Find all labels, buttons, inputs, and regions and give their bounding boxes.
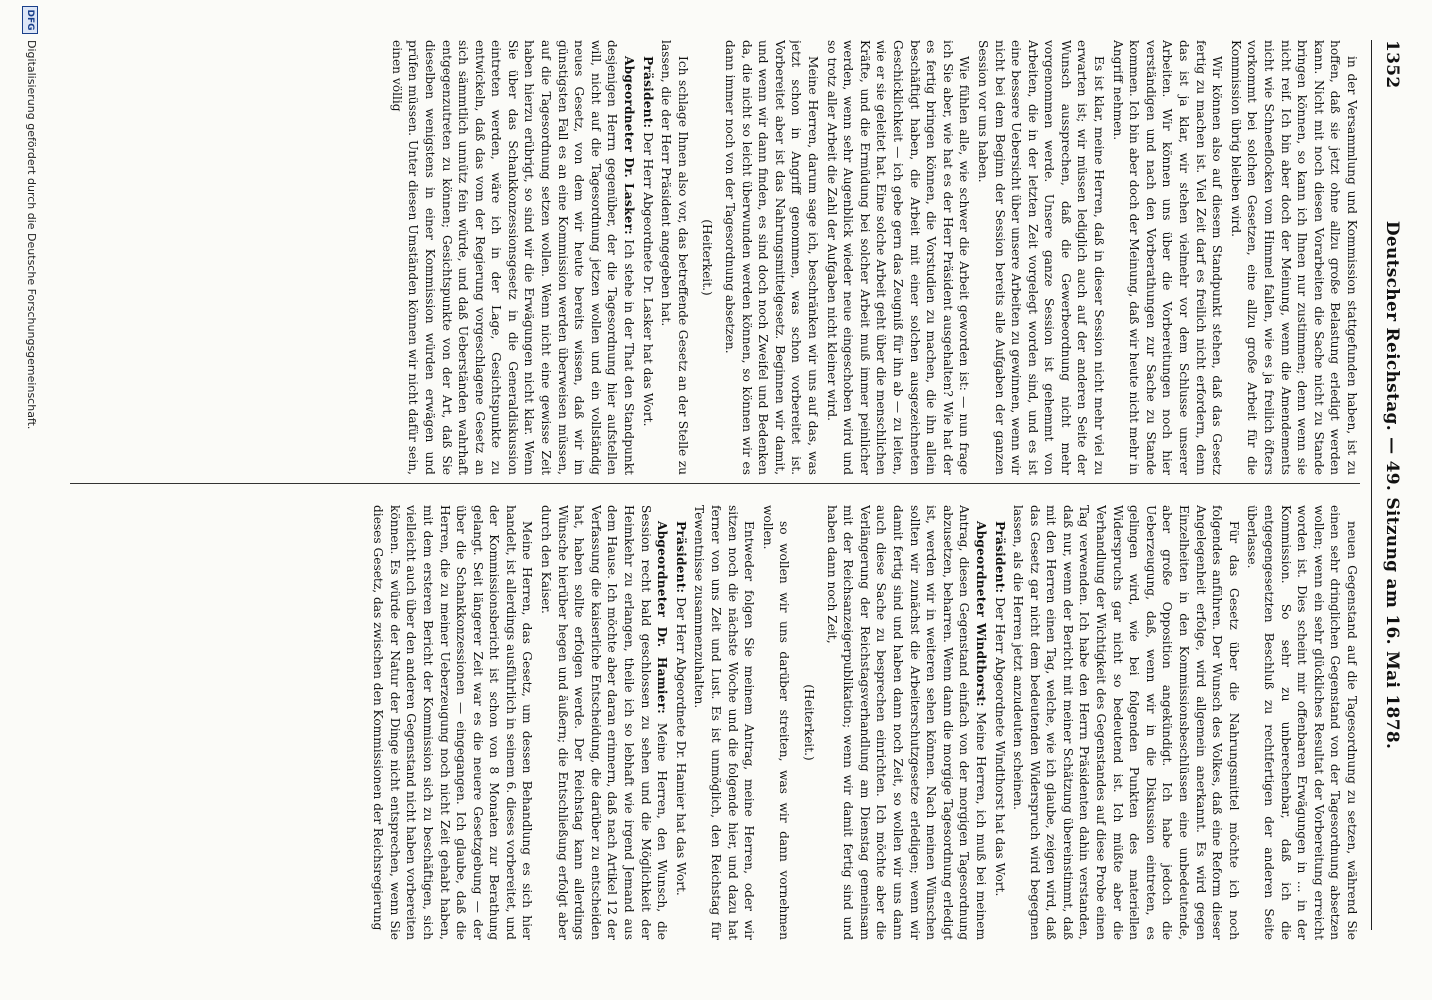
paragraph (639, 40, 656, 475)
paragraph (538, 505, 671, 940)
digitization-credit: Digitalisierung gefördert durch die Deutsche Forschungsgemeinschaft. (25, 40, 38, 430)
paragraph-text: Meine Herren, das Gesetz, um dessen Behandlung es sich hier handelt, ist allerdings ausführlich in seinem 6. dieses vorbereitet, und der Kommissionsbericht ist schon von 8 Monaten zur Berathung gelangt. Seit längerer Zeit war es die neuere Gesetzgebung — der über die Schankkonzessionen — eingegangen. Ich glaube, daß die Herren, die zu meiner Ueberzeugung noch nicht Zeit gehabt haben, mit dem ersteren Bericht der Kommission sich zu beschäftigen, sich vielleicht auch über den anderen Gegenstand nicht haben vorbereiten können. Es würde der Natur der Dinge nicht entsprechen, wenn Sie dieses Gesetz, das zwischen den Kommissionen der Reichsregierung (371, 505, 535, 940)
dfg-logo: DFG (22, 6, 38, 34)
paragraph (1227, 40, 1360, 475)
paragraph-text: Es ist klar, meine Herren, daß in dieser Session nicht mehr viel zu erwarten ist; wir müssen lediglich auch auf der anderen Seite der Wunsch aussprechen, daß die Gewerbeordnung nicht mehr vorgenommen werde. Unsere ganze Session ist gehemmt von Arbeiten, die in der letzten Zeit vorgelegt worden sind, und es ist eine bessere Uebersicht über unsere Arbeiten zu gewinnen, wenn wir nicht bei dem Beginn der Session bereits alle Aufgaben der ganzen Session vor uns haben. (975, 40, 1107, 475)
speaker-name: Präsident: (640, 56, 655, 129)
speaker-name: Präsident: (992, 521, 1007, 594)
paragraph (691, 505, 757, 940)
paragraph-text: Wie fühlen alle, wie schwer die Arbeit geworden ist: — nun frage ich Sie aber, wie hat es der Herr Präsident ausgehalten? Wie hat der es fertig bringen können, die Vorstudien zu machen, die ihn allein beschäftigt haben, die Arbeit mit einer solchen ausgezeichneten Geschicklichkeit — ich gebe gern das Zeugniß für ihn ab — zu leiten, wie er sie geleitet hat. Eine solche Arbeit geht über die menschlichen Kräfte, und die Ermüdung bei solcher Arbeit muß immer peinlicher werden, wenn sehr Augenblick wieder neue eingeschoben wird und so trotz aller Arbeit die Zahl der Aufgaben nicht kleiner wird. (824, 40, 972, 475)
paragraph-text: Der Herr Abgeordnete Dr. Lasker hat das Wort. (640, 132, 655, 427)
speaker-name: Präsident: (673, 521, 688, 594)
paragraph-text: neuen Gegenstand auf die Tagesordnung zu setzen, während Sie einen sehr dringlichen Gegenstand von der Tagesordnung absetzen wollen; wenn ein sehr glückliches Resultat der Vorbereitung erreicht worden ist. Dies scheint mir offenbaren Erwägungen in ... in der Kommission. So sehr zu unberechenbar, daß ich die entgegengesetzten Beschluß zu rechtfertigen der anderen Seite überlasse. (1245, 505, 1359, 940)
paragraph (658, 40, 691, 475)
paragraph (1109, 40, 1225, 475)
paragraph (759, 505, 792, 940)
page-number: 1352 (1382, 40, 1402, 89)
stage-direction (699, 40, 716, 475)
paragraph-text: Wir können also auf diesem Standpunkt stehen, daß das Gesetz fertig zu machen ist. Viel Zeit darf es freilich nicht erfordern, denn das ist ja klar, wir stehen vielmehr vor dem Schlusse unserer Arbeiten. Wir können uns über die Vorbereitungen noch hier verständigen und nach den Vorberathungen zur Sache zu Stande kommen. Ich bin aber doch der Meinung, daß wir heute nicht mehr in Angriff nehmen. (1110, 40, 1225, 475)
speaker-name: Abgeordneter Dr. Hamier: (655, 521, 670, 714)
column-divider (70, 483, 1360, 484)
right-column (70, 505, 1360, 940)
stage-direction (800, 505, 817, 940)
paragraph-text: Für das Gesetz über die Nahrungsmittel möchte ich noch folgendes anführen. Der Wunsch des Volkes, daß eine Reform dieser Angelegenheit erfolge, wird allgemein anerkannt. Es wird gegen Einzelheiten in den Kommissionsbeschlüssen eine unbedeutende, aber große Opposition angekündigt. Ich habe jedoch die Ueberzeugung, daß, wenn wir in die Diskussion eintreten, es gelingen wird, wie bei folgenden Punkten des materiellen Widerspruchs gar nicht so bedeutend ist. Ich müßte aber die Verhandlung der Wichtigkeit des Gegenstandes auf diese Probe einen Tag verwenden. Ich habe den Herrn Präsidenten dahin verstanden, daß nur, wenn der Bericht mit meiner Schätzung übereinstimmt, daß mit den Herren einen Tag, welche, wie ich glaube, zeigen wird, daß das Gesetz gar nicht dem bedeutenden Widerspruch wird begegnen lassen, als die Herren jetzt anzudeuten scheinen. (1011, 505, 1241, 940)
paragraph (1244, 505, 1360, 940)
paragraph-text: Ich stehe in der That den Standpunkt desjenigen Herrn gegenüber, der die Tagesordnung hier aufstellen will, nicht auf die Tagesordnung jetzen wollen und ein vollständig neues Gesetz, von dem wir heute bereits wissen, daß wir im günstigsten Fall es an eine Kommission werden überweisen müssen, auf die Tagesordnung setzen wollen. Wenn nicht eine gewisse Zeit haben hierzu erübrigt, so sind wir die Erwägungen nicht klar. Wenn Sie über das Schankkonzessionsgesetz in die Generaldiskussion eintreten werden, wäre ich in der Lage, Gesichtspunkte zu entwickeln, daß das vom der Regierung vorgeschlagene Gesetz an sich sämmtlich unnütz fein würde, und daß Ueberständen wahrhaft entgegenzutreten zu können; Gesichtspunkte von der Art, daß Sie dieselben wenigstens in einer Kommission würden erwägen und prüfen müssen. Unter diesen Umständen können wir nicht dafür sein, einen völlig (389, 40, 637, 475)
paragraph-text: Meine Herren, den Wunsch, die Session recht bald geschlossen zu sehen und die Möglichkeit der Heimkehr zu erlangen, theile ich so lebhaft wie irgend Jemand aus dem Hause. Ich möchte aber daran erinnern, daß nach Artikel 12 der Verfassung die kaiserliche Entscheidung, die darüber zu entscheiden hat, haben sollte erfolgen werde. Der Reichstag kann allerdings Wünsche hierüber hegen und äußern; die Entschließung erfolgt aber durch den Kaiser. (539, 505, 670, 940)
paragraph (388, 40, 637, 475)
paragraph-text: Entweder folgen Sie meinem Antrag, meine Herren, oder wir sitzen noch die nächste Woche und die folgende hier, und dazu hat ferner von uns Zeit und Lust. Es ist unmöglich, den Reichstag für Tewentnisse zusammenzuhalten. (692, 505, 757, 940)
paragraph (991, 505, 1008, 940)
paragraph-text: Meine Herren, ich muß bei meinem Antrag, diesen Gegenstand einfach von der morgigen Tagesordnung abzusetzen, beharren. Wenn dann die morgige Tagesordnung erledigt ist, werden wir in weiteren sehen können. Nach meinen Wünschen sollten wir zunächst die Arbeiterschutzgesetze erledigen; wenn wir damit fertig sind und haben dann noch Zeit, so wollen wir uns dann auch diese Sache zu besprechen einrichten. Ich möchte aber die Verlängerung der Reichstagsverhandlung am Dienstag gemeinsam mit der Reichsanzeigerpublikation; wenn wir damit fertig sind und haben dann noch Zeit, (824, 505, 988, 940)
paragraph-text: so wollen wir uns darüber streiten, was wir dann vornehmen wollen. (760, 505, 792, 940)
paragraph-text: Der Herr Abgeordnete Dr. Hamier hat das Wort. (673, 597, 688, 896)
paragraph (370, 505, 536, 940)
paragraph-text: Meine Herren, darum sage ich, beschränken wir uns auf das, was jetzt schon in Angriff genommen, was schon vorbereitet ist. Vorbereitet aber ist das Nahrungsmittelgesetz. Beginnen wir damit, und wenn wir dann finden, es sind doch noch Zweifel und Bedenken da, die nicht so leicht überwunden werden können, so können wir es dann immer noch von der Tagesordnung absetzen. (723, 40, 820, 475)
page-footer (18, 0, 40, 1000)
paragraph (721, 40, 821, 475)
paragraph-text: in der Versammlung und Kommission stattgefunden haben, ist zu hoffen, daß sie jetzt ohne allzu große Belastung erledigt werden kann. Nicht mit noch diesen Vorarbeiten die Sache nicht zu Stande bringen können, so kann ich Ihnen nur zustimmen; denn wenn sie nicht reif. Ich bin aber doch der Meinung, wenn die Amendements nicht wie Schneeflocken vom Himmel fallen, wie es ja freilich öfters vorkommt bei solchen Gesetzen, eine allzu große Arbeit für die Kommission übrig bleiben wird. (1228, 40, 1359, 475)
stage-direction-text: (Heiterkeit.) (700, 219, 715, 296)
paragraph-text: Ich schlage Ihnen also vor, das betreffende Gesetz an der Stelle zu lassen, die der Herr Präsident angegeben hat. (659, 40, 690, 475)
paragraph (974, 40, 1107, 475)
stage-direction-text: (Heiterkeit.) (802, 684, 816, 761)
paragraph (1010, 505, 1242, 940)
paragraph (823, 505, 989, 940)
paragraph (672, 505, 689, 940)
paragraph-text: Der Herr Abgeordnete Windthorst hat das Wort. (992, 597, 1007, 897)
page-header (1371, 40, 1406, 930)
left-column (70, 40, 1360, 475)
speaker-name: Abgeordneter Windthorst: (973, 521, 988, 707)
page-title: Deutscher Reichstag. — 49. Sitzung am 16. Mai 1878. (1382, 220, 1402, 750)
paragraph (823, 40, 972, 475)
speaker-name: Abgeordneter Dr. Lasker: (622, 56, 637, 235)
